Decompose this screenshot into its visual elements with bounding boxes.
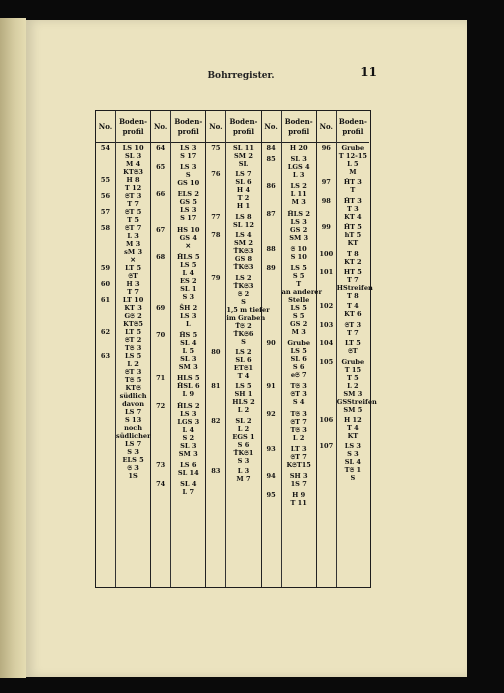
profile-layer: S 5 — [292, 312, 305, 320]
borehole-number: 66 — [156, 190, 166, 199]
profile-layer: Grube — [341, 144, 365, 152]
profile-layer: GS 10 — [177, 179, 200, 188]
borehole-number: 103 — [319, 320, 334, 329]
profile-layer: Grube — [341, 357, 365, 366]
profile-layer: SL 3 — [180, 441, 197, 450]
profile-layer: SL 6 — [235, 178, 252, 187]
profile-layer: S — [350, 474, 356, 483]
borehole-number: 69 — [156, 304, 166, 312]
profile-layer: ĤS 5 — [179, 331, 198, 340]
soil-profile-column — [336, 111, 377, 587]
profile-layer: LS 4 — [235, 231, 252, 240]
profile-layer: T𝔖 1 — [344, 466, 362, 475]
profile-layer: T̂𝔖 2 — [235, 321, 252, 330]
profile-layer: LS 2 — [290, 182, 307, 191]
borehole-number: 71 — [156, 374, 166, 383]
profile-layer: T𝔖 3 — [290, 382, 307, 391]
profile-layer: LS 2 — [235, 273, 252, 282]
borehole-number: 72 — [156, 401, 166, 410]
profile-layer: LS 7 — [124, 408, 142, 416]
profile-layer: L — [185, 320, 191, 328]
profile-layer: T 7 — [127, 200, 139, 208]
profile-layer: SL 6 — [235, 356, 252, 364]
borehole-number: 107 — [319, 442, 334, 451]
borehole-number: 99 — [321, 223, 331, 232]
profile-layer: KT — [347, 239, 359, 248]
profile-layer: 𝔖T 3 — [344, 320, 362, 329]
profile-layer: LS 5 — [290, 304, 307, 312]
profile-layer: LT 5 — [125, 264, 142, 272]
profile-layer: T̂K𝔖3 — [233, 263, 254, 272]
profile-layer: T — [350, 186, 356, 195]
profile-layer: L 4 — [182, 268, 195, 277]
borehole-number: 75 — [211, 144, 221, 152]
profile-layer: S 17 — [180, 214, 197, 223]
profile-layer: T 5 — [346, 373, 359, 382]
profile-layer: S — [185, 171, 191, 180]
profile-layer: H 9 — [292, 491, 306, 500]
profile-layer: LS 10 — [122, 144, 144, 152]
profile-layer: S 5 — [292, 272, 305, 280]
profile-layer: LS 6 — [180, 460, 197, 469]
borehole-number: 86 — [266, 182, 276, 191]
profile-layer: T̂K𝔖3 — [233, 247, 254, 256]
profile-layer: S 3 — [347, 450, 359, 459]
profile-layer: LS 5 — [124, 352, 142, 360]
soil-profile-column — [116, 111, 151, 587]
profile-layer: T 7 — [127, 288, 139, 296]
profile-layer: LS 5 — [290, 347, 307, 356]
profile-layer: SH 1 — [234, 390, 253, 399]
profile-layer: H 4 — [236, 186, 251, 195]
profile-layer: T 7 — [346, 276, 359, 284]
column-header-no: No. — [96, 111, 115, 143]
borehole-number: 106 — [319, 416, 334, 424]
page-header-title: Bohrregister. — [207, 71, 275, 81]
profile-layer: M 3 — [126, 240, 141, 248]
profile-layer: ELS 2 — [177, 190, 199, 199]
profile-layer: SM 3 — [178, 449, 198, 458]
profile-layer: KT 2 — [344, 257, 362, 266]
number-column — [317, 111, 337, 587]
profile-layer: T 12 — [124, 184, 142, 192]
profile-layer: M — [349, 168, 357, 176]
profile-layer: S 6 — [237, 440, 250, 449]
profile-layer: ES 2 — [179, 276, 197, 285]
profile-layer: L 2 — [127, 360, 139, 368]
profile-layer: südlich — [119, 392, 147, 400]
profile-layer: LS 5 — [180, 260, 197, 269]
profile-layer: T 8 — [346, 292, 359, 300]
profile-layer: LS 5 — [235, 382, 252, 391]
profile-layer: S 4 — [292, 398, 305, 407]
profile-layer: KT𝔖3 — [123, 168, 144, 176]
profile-layer: T 5 — [127, 216, 139, 224]
borehole-number: 62 — [100, 328, 111, 336]
borehole-number: 104 — [319, 339, 334, 348]
profile-layer: ĤLS 5 — [177, 252, 200, 261]
profile-layer: LGS 4 — [287, 163, 310, 172]
profile-layer: KT 4 — [344, 212, 362, 221]
profile-layer: H 1 — [236, 202, 251, 211]
profile-layer: L 11 — [290, 190, 307, 199]
borehole-number: 85 — [266, 155, 276, 164]
profile-layer: SL 1 — [180, 284, 197, 293]
borehole-number: 76 — [211, 170, 221, 179]
profile-layer: M 3 — [291, 198, 306, 207]
profile-layer: S 17 — [180, 152, 197, 160]
profile-layer: ĤSL 6 — [177, 382, 200, 391]
borehole-number: 65 — [156, 163, 166, 172]
profile-layer: L 2 — [292, 433, 305, 442]
profile-layer: T 11 — [290, 499, 307, 508]
profile-layer: L 5 — [347, 160, 359, 168]
profile-layer: 𝔖T 5 — [124, 208, 142, 216]
profile-layer: 𝔖T — [348, 347, 358, 356]
profile-layer: LS 7 — [235, 170, 252, 179]
borehole-number: 83 — [211, 467, 221, 476]
borehole-number: 81 — [211, 382, 221, 391]
profile-layer: SH 3 — [289, 472, 308, 480]
profile-layer: 1,5 m tiefer — [226, 305, 270, 314]
profile-layer: GS 4 — [179, 233, 197, 242]
profile-layer: südlicher — [116, 432, 151, 440]
borehole-number: 67 — [156, 225, 166, 234]
borehole-number: 59 — [100, 264, 111, 272]
profile-layer: SL 4 — [344, 458, 362, 467]
profile-layer: Stelle — [288, 296, 310, 304]
profile-layer: T 2 — [237, 194, 250, 203]
borehole-number: 82 — [211, 416, 221, 425]
profile-layer: 𝔖T 7 — [290, 452, 307, 461]
profile-layer: LS 3 — [180, 409, 197, 418]
profile-layer: SM 3 — [178, 363, 198, 372]
profile-layer: SM 3 — [343, 389, 363, 398]
profile-layer: KT𝔖 — [125, 384, 141, 392]
soil-profile-column — [226, 111, 270, 587]
borehole-number: 102 — [319, 302, 334, 311]
profile-layer: H 3 — [126, 280, 140, 288]
borehole-number: 94 — [266, 472, 276, 480]
column-header-profile: Boden- profil — [337, 111, 369, 143]
profile-layer: SL 3 — [180, 355, 197, 364]
profile-layer: T̂K𝔖1 — [233, 448, 254, 457]
borehole-register-table — [95, 110, 377, 588]
profile-layer: KT 6 — [344, 310, 362, 319]
profile-layer: T 4 — [346, 302, 359, 311]
profile-layer: L 7 — [182, 488, 195, 496]
borehole-number: 97 — [321, 178, 331, 187]
borehole-number: 70 — [156, 331, 166, 340]
profile-layer: HS 10 — [177, 225, 200, 234]
profile-layer: T 12-15 — [338, 152, 368, 160]
soil-profile-column — [171, 111, 206, 587]
profile-layer: SL 2 — [235, 416, 252, 425]
profile-layer: SL 14 — [177, 468, 199, 477]
profile-layer: SL — [238, 160, 249, 168]
profile-layer: noch — [124, 424, 143, 432]
profile-layer: S 3 — [237, 456, 250, 465]
column-header-profile: Boden- profil — [116, 111, 150, 143]
profile-layer: LT 5 — [344, 339, 361, 348]
profile-layer: e𝔖 7 — [290, 371, 307, 380]
borehole-number: 57 — [100, 208, 111, 216]
profile-layer: 𝔖T 7 — [290, 417, 307, 426]
profile-layer: LS 3 — [180, 312, 197, 320]
profile-layer: LGS 3 — [177, 417, 200, 426]
borehole-number: 96 — [321, 144, 331, 152]
borehole-number: 93 — [266, 444, 276, 453]
profile-layer: ET𝔖1 — [233, 364, 254, 372]
profile-layer: SL 4 — [180, 339, 197, 348]
borehole-number: 100 — [319, 249, 334, 258]
profile-layer: G𝔖 2 — [124, 312, 142, 320]
borehole-number: 63 — [100, 352, 111, 360]
borehole-number: 77 — [211, 212, 221, 221]
profile-layer: T̂K𝔖6 — [233, 329, 254, 338]
profile-layer: 𝔖 10 — [290, 244, 307, 253]
profile-layer: 𝔖T — [128, 272, 138, 280]
borehole-number: 95 — [266, 491, 276, 500]
profile-layer: LT 5 — [125, 328, 142, 336]
borehole-number: 105 — [319, 357, 334, 366]
profile-layer: M 7 — [236, 475, 251, 484]
number-column — [206, 111, 226, 587]
profile-layer: SM 2 — [234, 239, 253, 248]
borehole-number: 98 — [321, 196, 331, 205]
profile-layer: H 20 — [289, 144, 308, 152]
borehole-number: 56 — [100, 192, 111, 200]
profile-layer: T 8 — [346, 249, 359, 258]
profile-layer: T𝔖 3 — [290, 425, 307, 434]
profile-layer: im Graben — [226, 313, 266, 322]
profile-layer: T — [296, 280, 302, 288]
column-header-profile: Boden- profil — [226, 111, 260, 143]
borehole-number: 87 — [266, 209, 276, 218]
profile-layer: ✕ — [185, 241, 192, 250]
profile-layer: L 3 — [292, 171, 305, 180]
borehole-number: 73 — [156, 460, 166, 469]
page-number: 11 — [360, 65, 377, 79]
profile-layer: LT 10 — [122, 296, 144, 304]
number-column — [262, 111, 282, 587]
profile-layer: GS 8 — [234, 255, 253, 264]
profile-layer: T𝔖 5 — [124, 376, 142, 384]
profile-layer: L 5 — [182, 347, 195, 356]
profile-layer: T 3 — [346, 204, 359, 213]
borehole-number: 80 — [211, 348, 221, 356]
profile-layer: T 4 — [237, 372, 250, 380]
profile-layer: 𝔖T 2 — [124, 336, 142, 344]
profile-layer: SM 2 — [234, 152, 253, 160]
profile-layer: 𝔖T 3 — [290, 390, 307, 399]
profile-layer: HLS 5 — [177, 374, 200, 383]
profile-layer: ĤLS 2 — [177, 401, 200, 410]
profile-layer: M 4 — [126, 160, 141, 168]
profile-layer: KT — [347, 432, 359, 440]
profile-layer: L 2 — [237, 424, 250, 433]
borehole-number: 78 — [211, 231, 221, 240]
profile-layer: ĤLS 2 — [287, 209, 310, 218]
profile-layer: T𝔖 3 — [290, 409, 307, 418]
profile-layer: H 12 — [344, 416, 362, 424]
profile-layer: ĤT 3 — [343, 196, 362, 205]
profile-layer: T 15 — [344, 365, 362, 374]
profile-layer: 𝔖T 3 — [124, 368, 142, 376]
profile-layer: L 2 — [347, 381, 359, 390]
profile-layer: SL 4 — [180, 480, 197, 488]
profile-layer: KT 3 — [124, 304, 142, 312]
profile-layer: LS 2 — [235, 348, 252, 356]
profile-layer: GS 2 — [290, 320, 308, 328]
profile-layer: S 10 — [290, 252, 307, 261]
book-binding-edge — [0, 18, 26, 678]
profile-layer: T 4 — [346, 424, 359, 432]
borehole-number: 88 — [266, 244, 276, 253]
borehole-number: 64 — [156, 144, 166, 152]
profile-layer: hT 5 — [344, 231, 362, 240]
profile-layer: SL 6 — [290, 355, 307, 364]
profile-layer: KT𝔖5 — [123, 320, 144, 328]
profile-layer: LS 3 — [344, 442, 362, 451]
borehole-number: 54 — [100, 144, 111, 152]
profile-layer: 1S 7 — [290, 480, 307, 488]
borehole-number: 79 — [211, 273, 221, 282]
profile-layer: S 3 — [182, 292, 195, 301]
column-header-no: No. — [151, 111, 170, 143]
profile-layer: SL 11 — [233, 144, 254, 152]
profile-layer: S 3 — [127, 448, 139, 456]
profile-layer: GS 5 — [179, 198, 197, 207]
column-header-profile: Boden- profil — [171, 111, 205, 143]
profile-layer: SL 3 — [290, 155, 307, 164]
column-header-no: No. — [317, 111, 336, 143]
profile-layer: HLS 2 — [232, 398, 255, 407]
profile-layer: L 3 — [237, 467, 250, 476]
profile-layer: sM 3 — [124, 248, 143, 256]
profile-layer: K𝔖T15 — [286, 460, 311, 469]
profile-layer: S 6 — [292, 363, 305, 372]
profile-layer: ŜH 2 — [179, 304, 198, 312]
profile-layer: GS 2 — [290, 225, 308, 234]
profile-layer: T𝔖 3 — [124, 344, 142, 352]
borehole-number: 90 — [266, 339, 276, 348]
profile-layer: L 4 — [182, 425, 195, 434]
profile-layer: ĤT 3 — [343, 178, 362, 187]
number-column — [96, 111, 116, 587]
profile-layer: ✕ — [130, 256, 136, 264]
profile-layer: 𝔖T 7 — [124, 224, 142, 232]
borehole-number: 60 — [100, 280, 111, 288]
profile-layer: L 2 — [237, 406, 250, 415]
profile-layer: SL 3 — [124, 152, 142, 160]
borehole-number: 101 — [319, 268, 334, 276]
profile-layer: S 2 — [182, 433, 195, 442]
profile-layer: LS 7 — [124, 440, 142, 448]
profile-layer: 𝔖 3 — [127, 464, 139, 472]
profile-layer: ĤT 5 — [343, 223, 362, 232]
borehole-number: 74 — [156, 480, 166, 488]
profile-layer: SL 12 — [233, 220, 254, 229]
profile-layer: L 9 — [182, 390, 195, 399]
profile-layer: Grube — [287, 339, 311, 348]
column-header-no: No. — [262, 111, 281, 143]
borehole-number: 68 — [156, 252, 166, 261]
profile-layer: an anderer — [281, 288, 322, 296]
borehole-number: 91 — [266, 382, 276, 391]
profile-layer: EGS 1 — [232, 432, 255, 441]
profile-layer: 𝔖 2 — [237, 289, 250, 298]
profile-layer: LS 5 — [290, 264, 307, 272]
profile-layer: S — [241, 297, 246, 306]
soil-profile-column — [281, 111, 322, 587]
profile-layer: SM 3 — [289, 233, 309, 242]
profile-layer: LS 8 — [235, 212, 252, 221]
profile-layer: T 7 — [346, 328, 359, 337]
profile-layer: davon — [122, 400, 145, 408]
number-column — [151, 111, 171, 587]
profile-layer: HT 5 — [343, 268, 362, 276]
borehole-number: 61 — [100, 296, 111, 304]
borehole-number: 92 — [266, 409, 276, 418]
profile-layer: HStreifen — [336, 284, 373, 292]
borehole-number: 55 — [100, 176, 111, 184]
profile-layer: T̂K𝔖3 — [233, 281, 254, 290]
profile-layer: LS 3 — [290, 217, 307, 226]
profile-layer: LS 3 — [180, 144, 197, 152]
profile-layer: GSStreifen — [336, 397, 377, 406]
borehole-number: 84 — [266, 144, 276, 152]
profile-layer: LS 3 — [180, 206, 197, 215]
borehole-number: 58 — [100, 224, 111, 232]
profile-layer: 𝔖T 3 — [124, 192, 142, 200]
profile-layer: S 13 — [124, 416, 142, 424]
profile-layer: ELS 5 — [122, 456, 144, 464]
profile-layer: SM 5 — [343, 405, 363, 414]
profile-layer: LT 3 — [290, 444, 307, 453]
profile-layer: 1S — [128, 472, 138, 480]
column-header-no: No. — [206, 111, 225, 143]
profile-layer: M 3 — [291, 328, 306, 336]
column-header-profile: Boden- profil — [282, 111, 316, 143]
profile-layer: S — [241, 337, 246, 346]
profile-layer: L 3 — [127, 232, 139, 240]
profile-layer: H 8 — [126, 176, 140, 184]
borehole-number: 89 — [266, 264, 276, 272]
profile-layer: LS 3 — [180, 163, 197, 172]
